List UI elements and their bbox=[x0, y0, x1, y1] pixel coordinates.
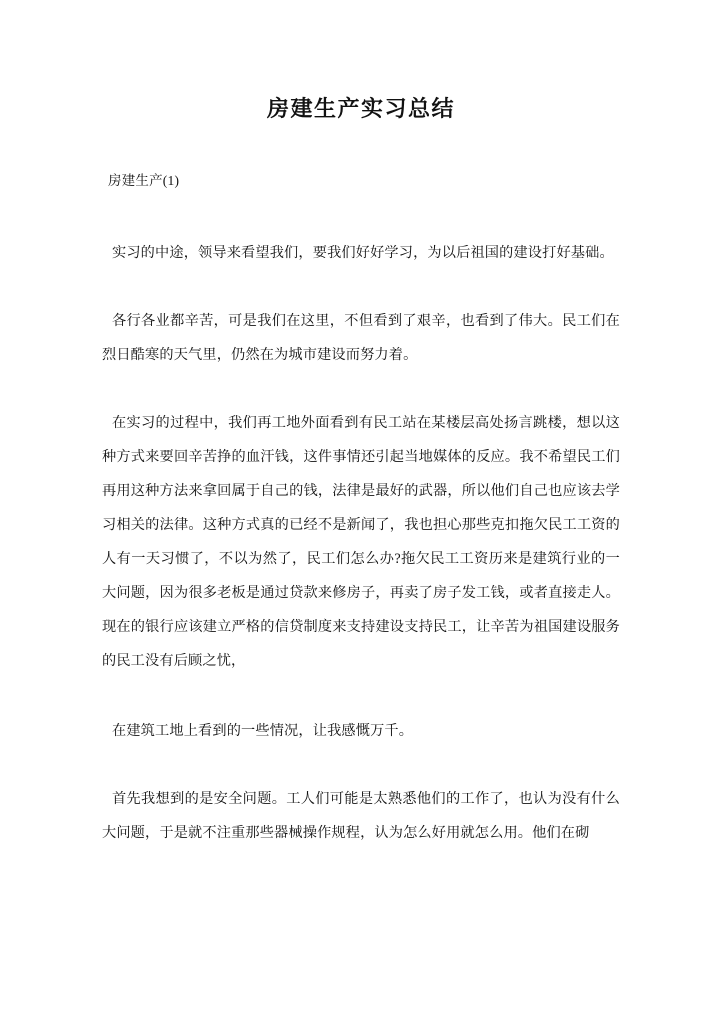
paragraph-3: 在实习的过程中，我们再工地外面看到有民工站在某楼层高处扬言跳楼，想以这种方式来要回辛苦挣的血汗钱，这件事情还引起当地媒体的反应。我不希望民工们再用这种方法来拿回属于自己的钱，法律是最好的武器，所以他们自己也应该去学习相关的法律。这种方式真的已经不是新闻了，我也担心那些克扣拖欠民工工资的人有一天习惯了，不以为然了，民工们怎么办?拖欠民工工资历来是建筑行业的一大问题，因为很多老板是通过贷款来修房子，再卖了房子发工钱，或者直接走人。现在的银行应该建立严格的信贷制度来支持建设支持民工，让辛苦为祖国建设服务的民工没有后顾之忧， bbox=[102, 415, 620, 669]
page-title: 房建生产实习总结 bbox=[266, 96, 455, 121]
paragraph-1: 实习的中途，领导来看望我们，要我们好好学习，为以后祖国的建设打好基础。 bbox=[112, 245, 614, 261]
paragraph-4: 在建筑工地上看到的一些情况，让我感慨万千。 bbox=[112, 723, 414, 739]
document-body bbox=[102, 236, 620, 850]
paragraph-2: 各行各业都辛苦，可是我们在这里，不但看到了艰辛，也看到了伟大。民工们在烈日酷寒的天气里，仍然在为城市建设而努力着。 bbox=[102, 313, 620, 363]
document-subtitle: 房建生产(1) bbox=[108, 173, 180, 188]
paragraph-5: 首先我想到的是安全问题。工人们可能是太熟悉他们的工作了，也认为没有什么大问题，于是就不注重那些器械操作规程，认为怎么好用就怎么用。他们在砌 bbox=[102, 791, 620, 841]
